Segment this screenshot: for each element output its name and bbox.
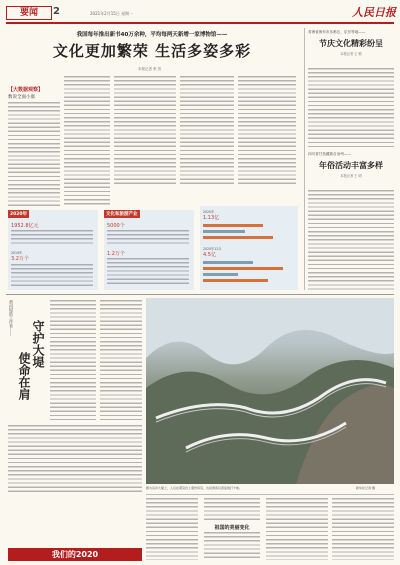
bottom-column-1	[146, 498, 198, 560]
right-kicker: 青海省海东市乐都区、乐东等地——	[308, 30, 366, 34]
chart-left-text-2	[11, 264, 93, 286]
feature-title-2: 使命在肩	[17, 352, 31, 400]
chart-mid-stat2: 1.2万个	[107, 251, 125, 257]
lead-column-4	[180, 76, 234, 186]
chart-right-stat-2: 4.5亿	[203, 252, 216, 258]
chart-right	[200, 206, 298, 290]
page-header	[0, 0, 400, 24]
lead-column-5	[238, 76, 296, 186]
right-headline-2: 年俗活动丰富多样	[319, 161, 383, 170]
feature-column-2	[100, 300, 142, 420]
chart-left	[8, 210, 98, 290]
chart-mid-stat1: 5000个	[107, 223, 125, 229]
feature-column-3	[8, 425, 142, 493]
lead-column-2	[64, 76, 110, 207]
chart-left-text	[11, 230, 93, 244]
right-headline: 节庆文化精彩纷呈	[319, 39, 383, 48]
newspaper-logo: 人民日报	[352, 6, 396, 19]
bottom-mid-text-top	[204, 498, 260, 520]
bottom-mid-text	[204, 532, 260, 560]
chart-right-stat: 1.13亿	[203, 215, 220, 221]
chart-mid-text	[107, 230, 189, 244]
page-number: 2	[53, 6, 60, 17]
chart-left-label: 2020年	[10, 212, 28, 217]
chart-left-year: 2019年	[11, 251, 23, 255]
data-box	[8, 86, 50, 100]
chart-mid-label: 文化和旅游产业	[106, 212, 138, 217]
lead-kicker: 我国每年推出新书40万余种，平均每两天新增一家博物馆——	[76, 32, 228, 38]
right-byline-2: 本报记者 王 明	[340, 174, 362, 178]
chart-right-year: 2020年	[203, 210, 215, 214]
bottom-mid-headline: 祖国的美丽变化	[214, 525, 250, 531]
section-tag: 我们的2020	[8, 548, 142, 561]
data-box-subtitle: 数说全面小康	[8, 95, 35, 100]
feature-photo	[146, 298, 394, 484]
photo-caption: 图为沿河大堤上，人们在观景台上观赏风景，也是游客们喜爱的打卡地。	[146, 486, 243, 490]
bottom-column-4	[332, 498, 394, 560]
right-kicker-2: 四川省甘孜藏族自治州——	[308, 152, 352, 156]
lead-column-1	[8, 102, 60, 207]
right-byline: 本报记者 王 锦	[340, 52, 362, 56]
data-box-title: 【大数据观察】	[8, 87, 44, 93]
chart-right-bar-4	[203, 261, 253, 264]
chart-left-value-2: 3.2万个	[11, 256, 29, 262]
photo-drawing	[146, 298, 394, 484]
bottom-column-3	[266, 498, 328, 560]
chart-right-bar-6	[203, 273, 238, 276]
right-story-1	[308, 30, 394, 56]
photo-credit: 新华社记者 摄	[356, 486, 375, 490]
section-rule	[6, 294, 394, 295]
chart-right-bar-5	[203, 267, 283, 270]
chart-right-bar-7	[203, 279, 268, 282]
header-rule	[6, 22, 394, 24]
date-line: 2021年2月15日 星期一	[90, 11, 134, 16]
feature-column-1	[50, 300, 96, 420]
right-story-1-text	[308, 68, 394, 150]
section-label: 要闻	[6, 6, 52, 20]
feature-title-1: 守护大堤	[31, 320, 45, 368]
chart-left-value: 1952.8亿元	[11, 223, 39, 229]
chart-right-bar-2	[203, 230, 245, 233]
right-story-2-text	[308, 190, 394, 290]
chart-mid	[104, 210, 194, 290]
lead-headline: 文化更加繁荣 生活多姿多彩	[52, 42, 252, 60]
chart-right-bar-1	[203, 224, 263, 227]
right-story-2	[308, 152, 394, 178]
chart-right-year-2: 2020年12月	[203, 247, 222, 251]
chart-mid-text-2	[107, 258, 189, 286]
column-divider	[304, 28, 305, 290]
lead-column-3	[114, 76, 176, 186]
lead-byline: 本报记者 张 贺	[138, 67, 162, 71]
feature-kicker: 黄河堤防工作者——	[9, 300, 14, 336]
bottom-rule	[146, 494, 394, 495]
chart-right-bar-3	[203, 236, 273, 239]
